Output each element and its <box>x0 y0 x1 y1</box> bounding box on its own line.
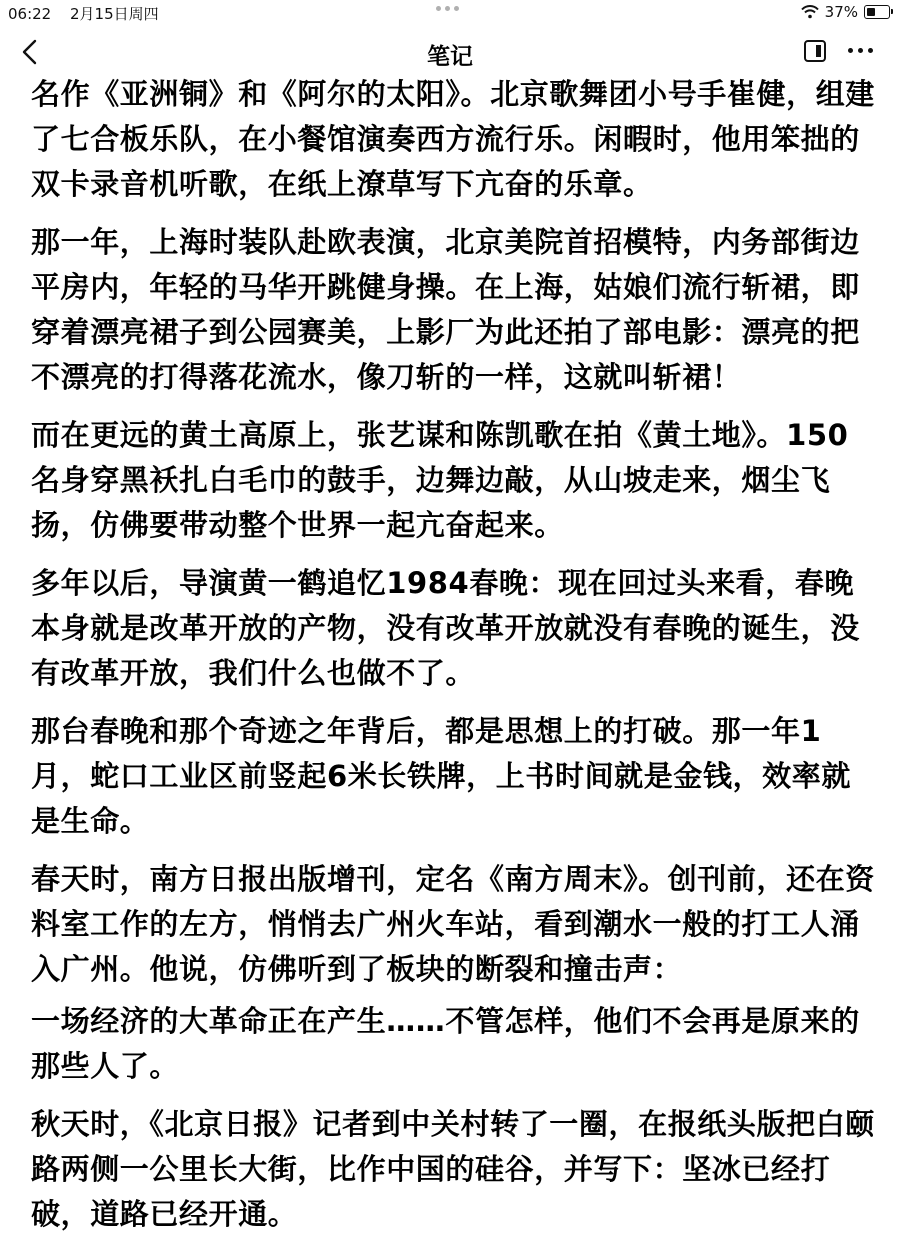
battery-percent: 37% <box>824 3 858 21</box>
more-icon <box>848 48 873 53</box>
wifi-icon <box>801 5 819 19</box>
note-body <box>31 72 876 1250</box>
note-paragraph: 多年以后，导演黄一鹤追忆1984春晚：现在回过头来看，春晚本身就是改革开放的产物，没有改革开放就没有春晚的诞生，没有改革开放，我们什么也做不了。 <box>31 566 860 690</box>
status-right <box>801 3 890 21</box>
note-paragraph: 秋天时，《北京日报》记者到中关村转了一圈，在报纸头版把白颐路两侧一公里长大街，比作中国的硅谷，并写下：坚冰已经打破，道路已经开通。 <box>31 1107 875 1231</box>
dot-icon <box>436 6 441 11</box>
reader-layout-button[interactable] <box>804 40 826 62</box>
multitask-dots[interactable] <box>436 6 459 11</box>
more-button[interactable] <box>846 36 878 66</box>
battery-icon <box>864 5 890 19</box>
note-paragraph: 名作《亚洲铜》和《阿尔的太阳》。北京歌舞团小号手崔健，组建了七合板乐队，在小餐馆演奏西方流行乐。闲暇时，他用笨拙的双卡录音机听歌，在纸上潦草写下亢奋的乐章。 <box>31 77 875 201</box>
note-paragraph: 而在更远的黄土高原上，张艺谋和陈凯歌在拍《黄土地》。150名身穿黑袄扎白毛巾的鼓手，边舞边敲，从山坡走来，烟尘飞扬，仿佛要带动整个世界一起亢奋起来。 <box>31 418 849 542</box>
page-title: 笔记 <box>427 44 473 70</box>
status-time: 06:22 <box>8 5 52 23</box>
status-date: 2月15日周四 <box>70 5 159 23</box>
note-paragraph: 那一年，上海时装队赴欧表演，北京美院首招模特，内务部街边平房内，年轻的马华开跳健身操。在上海，姑娘们流行斩裙，即穿着漂亮裙子到公园赛美，上影厂为此还拍了部电影：漂亮的把不漂亮的打得落花流水，像刀斩的一样，这就叫斩裙！ <box>31 225 860 394</box>
note-paragraph: 那台春晚和那个奇迹之年背后，都是思想上的打破。那一年1月，蛇口工业区前竖起6米长铁牌，上书时间就是金钱，效率就是生命。 <box>31 714 851 838</box>
nav-bar <box>0 32 900 72</box>
status-bar <box>0 0 900 28</box>
dot-icon <box>445 6 450 11</box>
note-paragraph: 春天时，南方日报出版增刊，定名《南方周末》。创刊前，还在资料室工作的左方，悄悄去广州火车站，看到潮水一般的打工人涌入广州。他说，仿佛听到了板块的断裂和撞击声： <box>31 862 875 986</box>
dot-icon <box>454 6 459 11</box>
status-left <box>8 3 173 24</box>
note-paragraph: 一场经济的大革命正在产生……不管怎样，他们不会再是原来的那些人了。 <box>31 1004 860 1083</box>
